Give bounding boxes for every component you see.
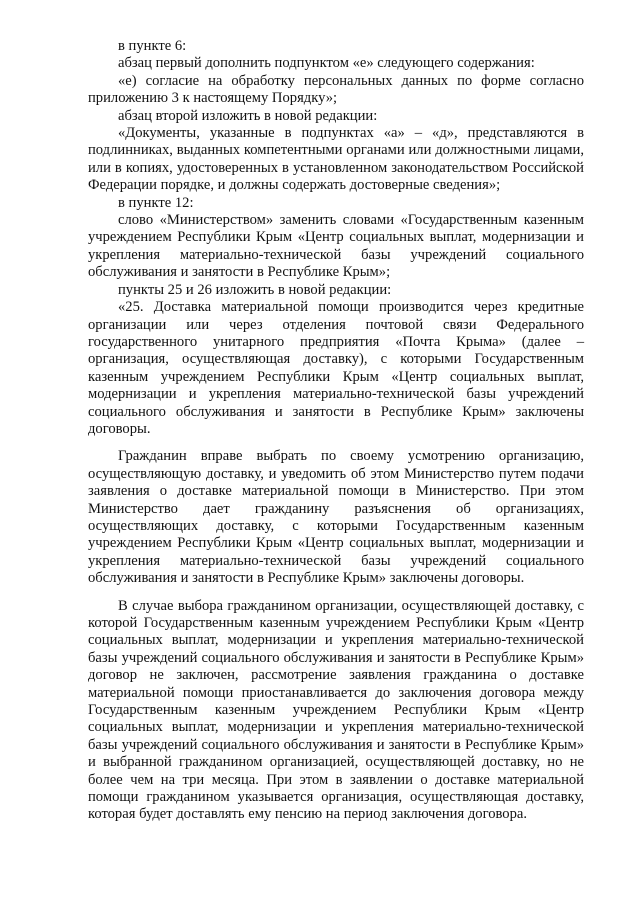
paragraph-subpoint-e: «е) согласие на обработку персональных данных по форме согласно приложению 3 к настоящему Порядку»; [88,72,584,107]
paragraph-documents: «Документы, указанные в подпунктах «а» – «д», представляются в подлинниках, выданных компетентными органами или должностными лицами, или в копиях, удостоверенных в установленном законодательством Российской Федерации порядке, и должны содержать достоверные сведения»; [88,125,584,194]
paragraph-replace-word: слово «Министерством» заменить словами «Государственным казенным учреждением Республики Крым «Центр социальных выплат, модернизации и укрепления материально-технической базы учреждений социального обслуживания и занятости в Республике Крым»; [88,212,584,281]
paragraph-item-25: «25. Доставка материальной помощи производится через кредитные организации или через отделения почтовой связи Федерального государственного унитарного предприятия «Почта Крыма» (далее – организация, осуществляющая доставку), с которыми Государственным казенным учреждением Республики Крым «Центр социальных выплат, модернизации и укрепления материально-технической базы учреждений социального обслуживания и занятости в Республике Крым» заключены договоры. [88,299,584,437]
document-body [88,38,584,824]
paragraph-point6: в пункте 6: [118,38,187,54]
paragraph-point12: в пункте 12: [118,194,194,211]
paragraph-citizen-choice: Гражданин вправе выбрать по своему усмотрению организацию, осуществляющую доставку, и уведомить об этом Министерство путем подачи заявления о доставке материальной помощи в Министерство. При этом Министерство дает гражданину разъяснения об организациях, осуществляющих доставку, с которыми Государственным казенным учреждением Республики Крым «Центр социальных выплат, модернизации и укрепления материально-технической базы учреждений социального обслуживания и занятости в Республике Крым» заключены договоры. [88,448,584,587]
paragraph-add-subpoint: абзац первый дополнить подпунктом «е» следующего содержания: [118,55,535,72]
paragraph-no-contract: В случае выбора гражданином организации, осуществляющей доставку, с которой Государственным казенным учреждением Республики Крым «Центр социальных выплат, модернизации и укрепления материально-технической базы учреждений социального обслуживания и занятости в Республике Крым» договор не заключен, рассмотрение заявления гражданина о доставке материальной помощи приостанавливается до заключения договора между Государственным казенным учреждением Республики Крым «Центр социальных выплат, модернизации и укрепления материально-технической базы учреждений социального обслуживания и занятости в Республике Крым» и выбранной гражданином организацией, осуществляющей доставку, но не более чем на три месяца. При этом в заявлении о доставке материальной помощи гражданином указывается организация, осуществляющая доставку, которая будет доставлять ему пенсию на период заключения договора. [88,597,584,823]
paragraph-second-abzac: абзац второй изложить в новой редакции: [118,107,378,124]
paragraph-points-25-26: пункты 25 и 26 изложить в новой редакции: [118,281,392,298]
